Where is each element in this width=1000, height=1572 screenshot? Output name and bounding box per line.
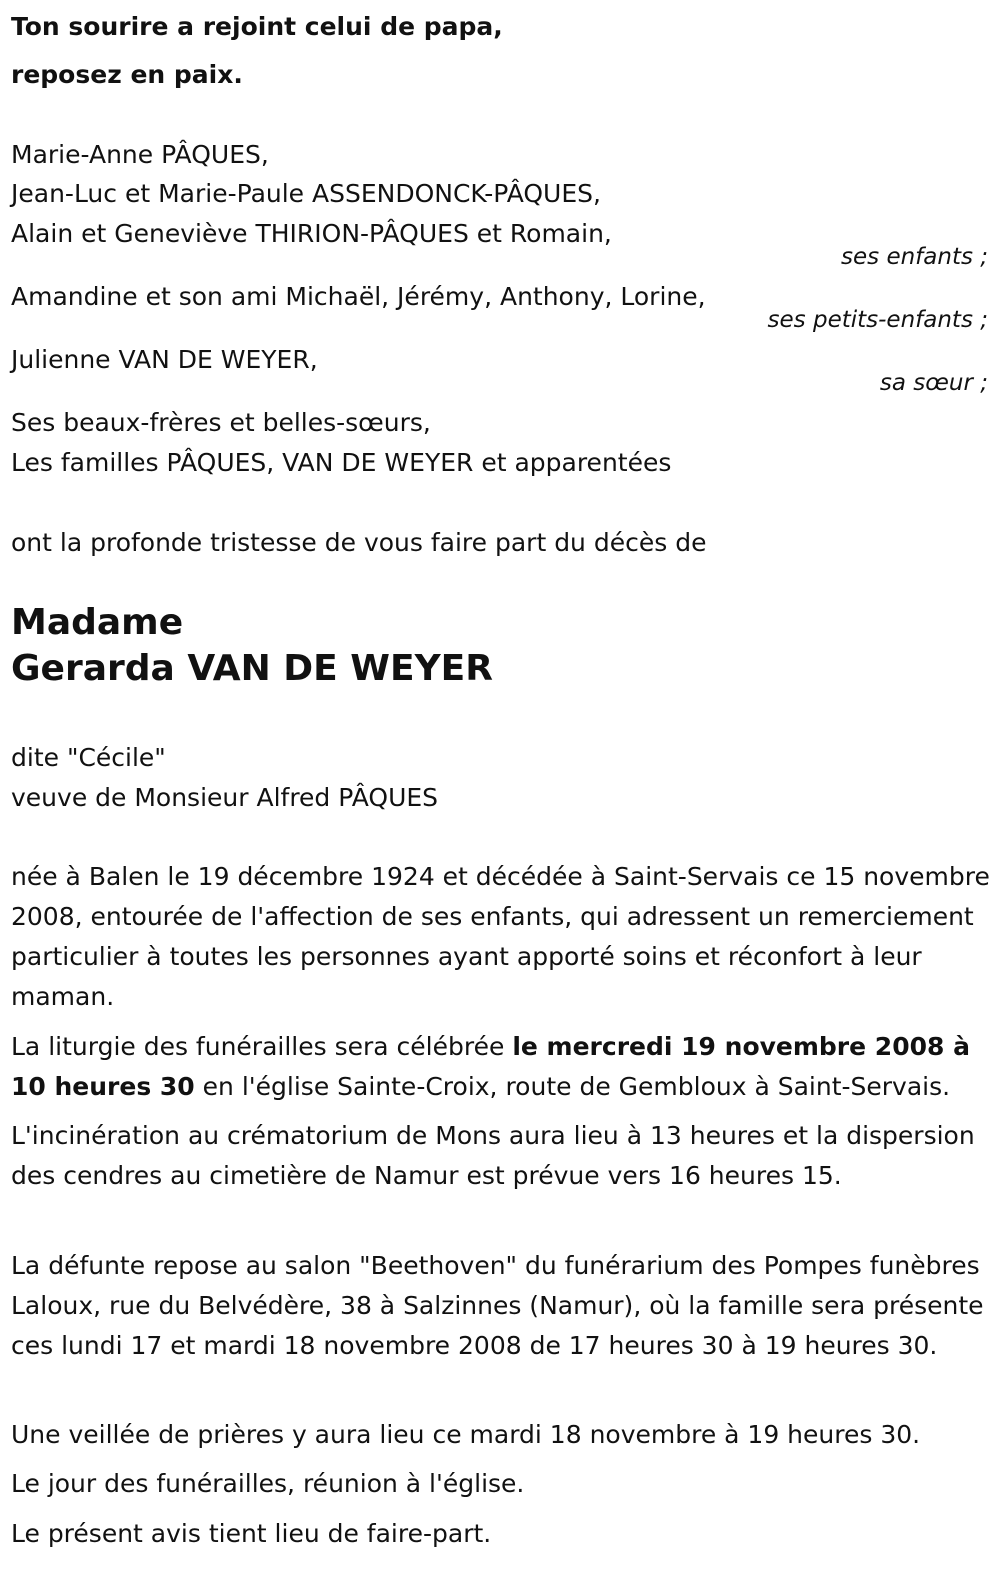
deceased-title: Madame — [11, 602, 184, 643]
notice-paragraph: Le présent avis tient lieu de faire-part. — [11, 1519, 492, 1548]
liturgy-suffix: en l'église Sainte-Croix, route de Gembloux à Saint-Servais. — [194, 1072, 951, 1101]
liturgy-prefix: La liturgie des funérailles sera célébrée — [11, 1032, 513, 1061]
cremation-paragraph: L'incinération au crématorium de Mons aura lieu à 13 heures et la dispersion des cendres au cimetière de Namur est prévue vers 16 heures 15. — [11, 1121, 975, 1190]
liturgy-date: le mercredi 19 novembre 2008 à 10 heures 30 — [11, 1032, 970, 1101]
vigil-paragraph: Une veillée de prières y aura lieu ce mardi 18 novembre à 19 heures 30. — [11, 1420, 921, 1449]
deceased-alias: dite "Cécile" — [11, 743, 166, 772]
grandchildren-label: ses petits-enfants ; — [767, 307, 988, 333]
children-label: ses enfants ; — [841, 244, 988, 270]
motto-line-2: reposez en paix. — [11, 60, 243, 89]
grandchildren: Amandine et son ami Michaël, Jérémy, Anthony, Lorine, — [11, 282, 706, 311]
birth-paragraph: née à Balen le 19 décembre 1924 et décédée à Saint-Servais ce 15 novembre 2008, entourée de l'affection de ses enfants, qui adressent un remerciement particulier à toutes les personnes ayant apporté soins et réconfort à leur maman. — [11, 862, 990, 1011]
in-laws: Ses beaux-frères et belles-sœurs, — [11, 408, 431, 437]
child-3: Alain et Geneviève THIRION-PÂQUES et Romain, — [11, 219, 612, 248]
announcement: ont la profonde tristesse de vous faire part du décès de — [11, 528, 707, 557]
deceased-widow: veuve de Monsieur Alfred PÂQUES — [11, 783, 439, 812]
sister-label: sa sœur ; — [879, 370, 988, 396]
sister: Julienne VAN DE WEYER, — [11, 345, 318, 374]
child-2: Jean-Luc et Marie-Paule ASSENDONCK-PÂQUES, — [11, 179, 601, 208]
liturgy-paragraph — [11, 1027, 991, 1107]
child-1: Marie-Anne PÂQUES, — [11, 140, 269, 169]
families: Les familles PÂQUES, VAN DE WEYER et apparentées — [11, 448, 672, 477]
motto-line-1: Ton sourire a rejoint celui de papa, — [11, 12, 503, 41]
deceased-name: Gerarda VAN DE WEYER — [11, 648, 493, 689]
rest-paragraph: La défunte repose au salon "Beethoven" du funérarium des Pompes funèbres Laloux, rue du Belvédère, 38 à Salzinnes (Namur), où la famille sera présente ces lundi 17 et mardi 18 novembre 2008 de 17 heures 30 à 19 heures 30. — [11, 1251, 984, 1360]
meeting-paragraph: Le jour des funérailles, réunion à l'église. — [11, 1469, 525, 1498]
